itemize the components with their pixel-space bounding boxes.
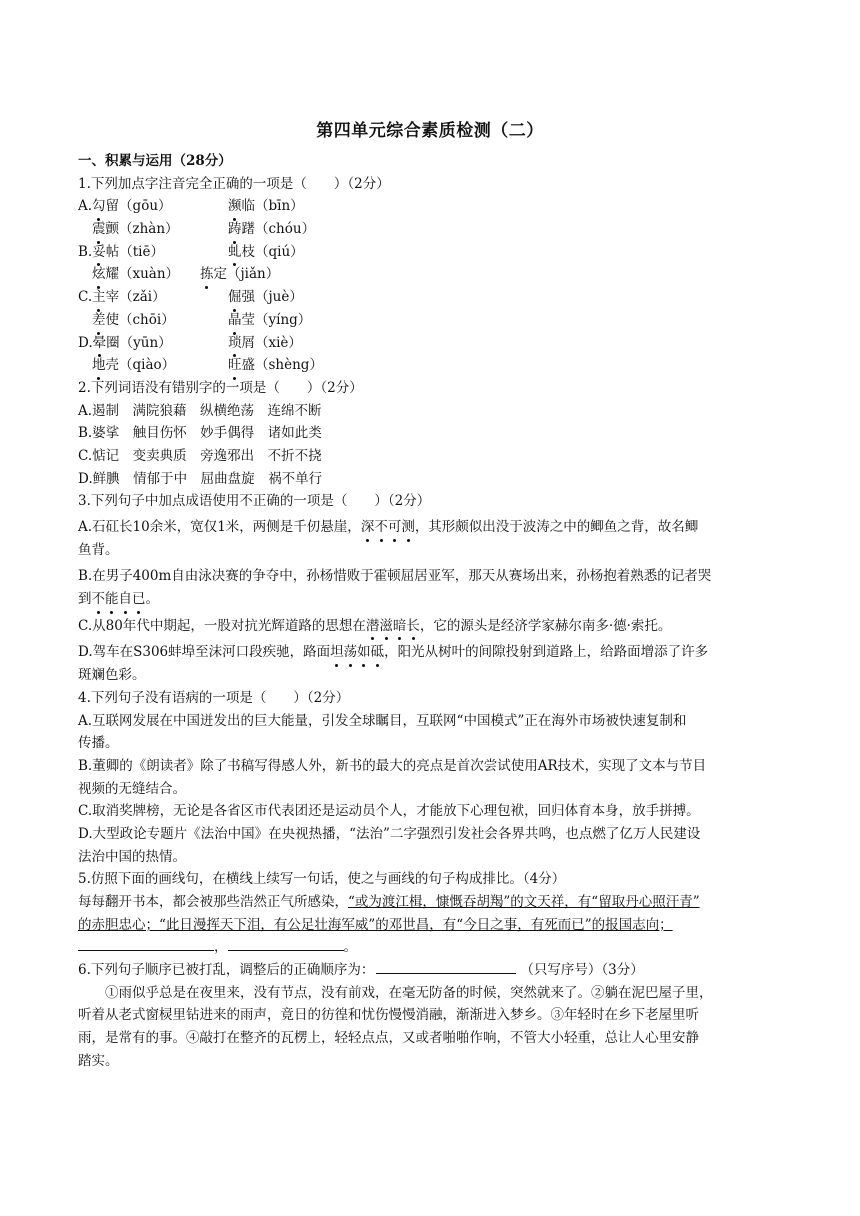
option-a: A.遏制 满院狼藉 纵横绝荡 连绵不断 xyxy=(78,402,322,419)
dotted-char: 踌 xyxy=(228,218,242,241)
page-title: 第四单元综合素质检测（二） xyxy=(316,121,544,141)
dotted-char: 砥 xyxy=(371,641,385,664)
dotted-char: 差 xyxy=(92,309,106,332)
option-d-row-2: 地壳（qiào） 旺盛（shèng） xyxy=(78,354,786,377)
dotted-char: 暗 xyxy=(393,615,407,638)
dotted-char: 坦 xyxy=(330,641,344,664)
option-b: B.婆挲 触目伤怀 妙手偶得 诸如此类 xyxy=(78,425,322,442)
option-b-row-2: 炫耀（xuàn） 拣定（jiǎn） xyxy=(78,263,786,286)
dotted-char: 虬 xyxy=(228,241,242,264)
dotted-char: 如 xyxy=(357,641,371,664)
question-stem: 4.下列句子没有语病的一项是（ ）（2分） xyxy=(78,689,350,706)
option-a-cont: 传播。 xyxy=(78,735,119,752)
question-stem: 3.下列句子中加点成语使用不正确的一项是（ ）（2分） xyxy=(78,493,431,510)
passage-line: 雨，是常有的事。④敲打在整齐的瓦楞上，轻轻点点，又或者啪啪作响，不管大小轻重，总让人心里安静 xyxy=(78,1030,699,1047)
option-a: A.互联网发展在中国迸发出的巨大能量，引发全球瞩目，互联网“中国模式”正在海外市场被快速复制和 xyxy=(78,712,687,729)
dotted-char: 能 xyxy=(105,588,119,611)
option-c-row-1: C.主宰（zǎi） 倔强（juè） xyxy=(78,286,786,309)
question-stem: 5.仿照下面的画线句，在横线上续写一句话，使之与画线的句子构成排比。（4分） xyxy=(78,871,566,888)
option-d: D.驾车在S306蚌埠至沫河口段疾驰，路面坦荡如砥，阳光从树叶的间隙投射到道路上，给路面增添了许多 xyxy=(78,641,786,664)
dotted-char: 不 xyxy=(92,588,106,611)
dotted-char: 倔 xyxy=(228,286,242,309)
dotted-char: 晕 xyxy=(93,332,107,355)
passage-line: 听着从老式窗棂里钻进来的雨声，竟日的彷徨和忧伤慢慢消融，渐渐进入梦乡。③年轻时在乡下老屋里听 xyxy=(78,1007,699,1024)
question-5 xyxy=(78,868,786,959)
question-6 xyxy=(78,959,786,1072)
dotted-char: 地 xyxy=(92,354,106,377)
question-stem: 1.下列加点字注音完全正确的一项是（ ）（2分） xyxy=(78,175,390,192)
exam-content xyxy=(78,150,786,1073)
answer-blank[interactable] xyxy=(78,936,214,951)
option-b-row-1: B.妥帖（tiē） 虬枝（qiú） xyxy=(78,241,786,264)
question-3 xyxy=(78,490,786,687)
dotted-char: 自 xyxy=(119,588,133,611)
dotted-char: 炫 xyxy=(92,263,106,286)
passage-line: 踏实。 xyxy=(78,1052,119,1069)
dotted-char: 拣 xyxy=(200,263,214,286)
underlined-sentence: “或为渡江楫，慷慨吞胡羯”的文天祥，有“留取丹心照汗青” xyxy=(348,894,700,910)
dotted-char: 旺 xyxy=(228,354,242,377)
dotted-char: 滋 xyxy=(379,615,393,638)
option-d-cont: 斑斓色彩。 xyxy=(78,667,146,684)
option-c: C.惦记 变卖典质 旁逸邪出 不折不挠 xyxy=(78,447,322,464)
option-a: A.石矼长10余米，宽仅1米，两侧是千仞悬崖，深不可测，其形颇似出没于波涛之中的鲫鱼之背，故名鲫 xyxy=(78,516,786,539)
option-b: B.在男子400m自由泳决赛的争夺中，孙杨惜败于霍顿屈居亚军，那天从赛场出来，孙杨抱着熟悉的记者哭 xyxy=(78,568,712,585)
answer-blank[interactable] xyxy=(376,959,516,974)
dotted-char: 已 xyxy=(132,588,146,611)
option-b-cont: 到不能自已。 xyxy=(78,588,786,611)
option-d: D.鲜腆 情郁于中 屈曲盘旋 祸不单行 xyxy=(78,470,323,487)
option-d-row-1: D.晕圈（yūn） 琐屑（xiè） xyxy=(78,332,786,355)
dotted-char: 潜 xyxy=(366,615,380,638)
answer-blank[interactable] xyxy=(228,936,344,951)
question-stem: 2.下列词语没有错别字的一项是（ ）（2分） xyxy=(78,379,363,396)
dotted-char: 濒 xyxy=(228,195,242,218)
passage-line: 每每翻开书本，都会被那些浩然正气所感染，“或为渡江楫，慷慨吞胡羯”的文天祥，有“留取丹心照汗青” xyxy=(78,894,700,910)
option-c: C.取消奖牌榜，无论是各省区市代表团还是运动员个人，才能放下心理包袱，回归体育本身，放手拼搏。 xyxy=(78,803,700,820)
dotted-char: 勾 xyxy=(92,195,106,218)
dotted-char: 深 xyxy=(361,516,375,539)
dotted-char: 不 xyxy=(374,516,388,539)
dotted-char: 晶 xyxy=(228,309,242,332)
question-2 xyxy=(78,377,786,490)
option-a-cont: 鱼背。 xyxy=(78,541,119,558)
option-a-row-2: 震颤（zhàn） 踌躇（chóu） xyxy=(78,218,786,241)
answer-line: ， 。 xyxy=(78,936,786,959)
question-4 xyxy=(78,687,786,869)
dotted-char: 长 xyxy=(406,615,420,638)
question-1 xyxy=(78,173,786,377)
option-a-row-1: A.勾留（gōu） 濒临（bīn） xyxy=(78,195,786,218)
dotted-char: 妥 xyxy=(92,241,106,264)
option-b-cont: 视频的无缝结合。 xyxy=(78,780,186,797)
dotted-char: 荡 xyxy=(344,641,358,664)
dotted-char: 震 xyxy=(92,218,106,241)
option-d: D.大型政论专题片《法治中国》在央视热播，“法治”二字强烈引发社会各界共鸣，也点燃了亿万人民建设 xyxy=(78,825,701,842)
dotted-char: 可 xyxy=(388,516,402,539)
dotted-char: 主 xyxy=(92,286,106,309)
dotted-char: 琐 xyxy=(228,332,242,355)
option-c: C.从80年代中期起，一股对抗光辉道路的思想在潜滋暗长，它的源头是经济学家赫尔南多·德·索托。 xyxy=(78,615,786,638)
option-c-row-2: 差使（chōi） 晶莹（yíng） xyxy=(78,309,786,332)
option-b: B.董卿的《朗读者》除了书稿写得感人外，新书的最大的亮点是首次尝试使用AR技术，实现了文本与节目 xyxy=(78,757,707,774)
passage-line: ①雨似乎总是在夜里来，没有节点，没有前戏，在毫无防备的时候，突然就来了。②躺在泥巴屋子里， xyxy=(105,984,713,1001)
question-stem: 6.下列句子顺序已被打乱，调整后的正确顺序为： （只写序号）（3分） xyxy=(78,959,786,982)
underlined-sentence: 的赤胆忠心；“此日漫挥天下泪，有公足壮海军威”的邓世昌，有“今日之事，有死而已”的报国志向； xyxy=(78,916,673,933)
dotted-char: 测 xyxy=(401,516,415,539)
option-d-cont: 法治中国的热情。 xyxy=(78,848,186,865)
passage-line xyxy=(78,914,786,937)
section-heading: 一、积累与运用（28分） xyxy=(78,153,232,169)
